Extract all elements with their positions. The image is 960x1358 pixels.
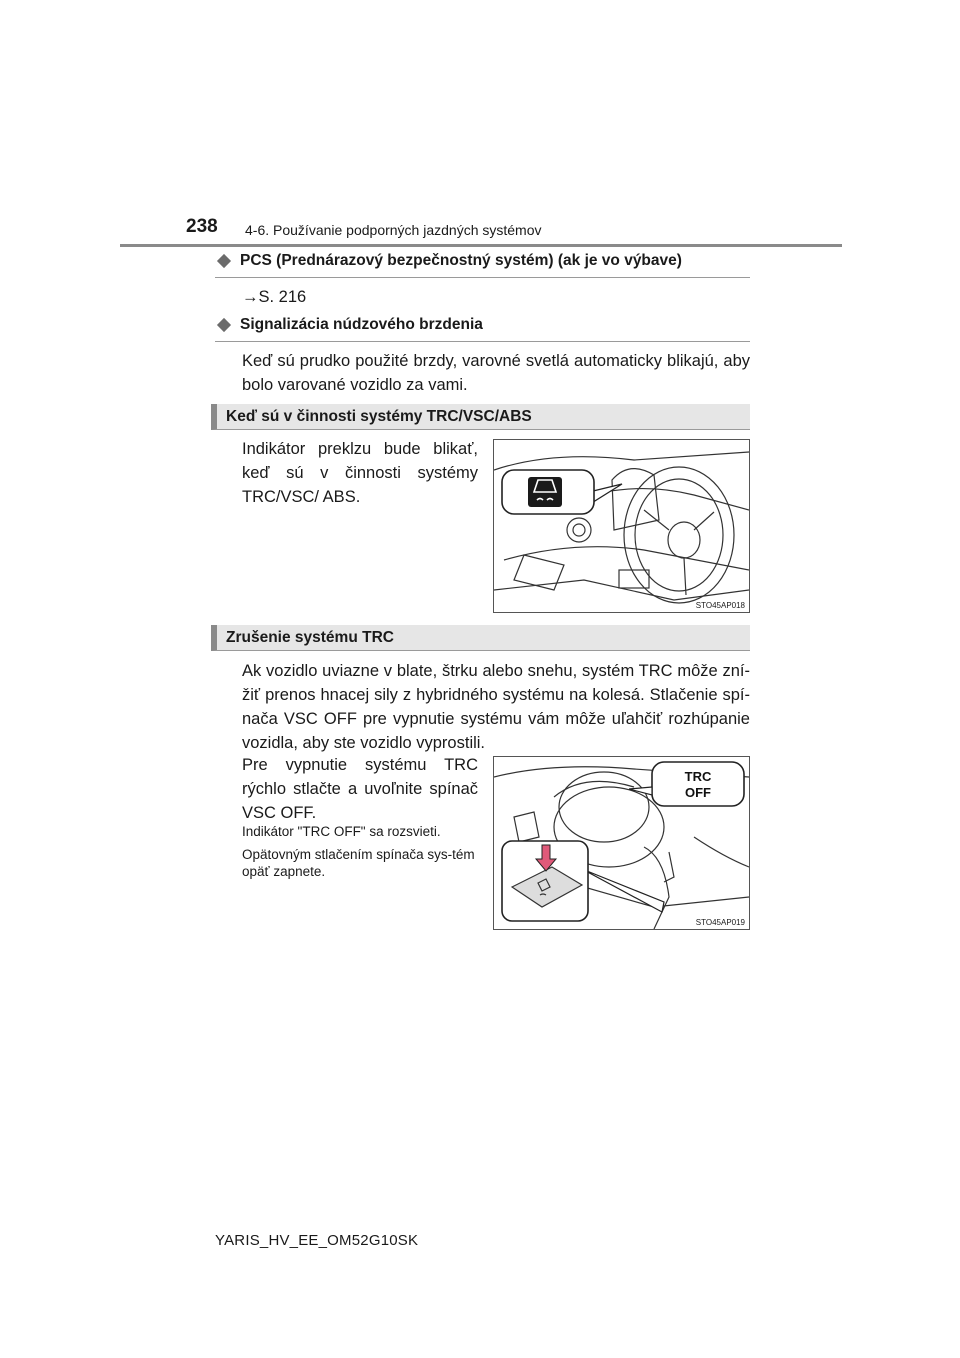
page-number: 238: [186, 216, 218, 237]
trc-off-note-2: Opätovným stlačením spínača sys-tém opäť zapnete.: [242, 847, 475, 879]
trc-off-note-1: Indikátor "TRC OFF" sa rozsvieti.: [242, 824, 441, 839]
figure-code: STO45AP018: [695, 601, 745, 610]
pcs-rule: [215, 277, 750, 278]
trc-active-band: Keď sú v činnosti systémy TRC/VSC/ABS: [211, 404, 750, 430]
section-title: 4-6. Používanie podporných jazdných systémov: [245, 222, 542, 238]
diamond-bullet-icon: [217, 254, 231, 268]
trc-off-band: Zrušenie systému TRC: [211, 625, 750, 651]
header-rule: [120, 244, 842, 247]
trc-callout-line2: OFF: [685, 785, 711, 800]
pcs-heading-text: PCS (Prednárazový bezpečnostný systém) (ak je vo výbave): [240, 252, 682, 269]
trc-callout-line1: TRC: [684, 769, 712, 784]
dashboard-figure: [493, 439, 750, 613]
trc-off-instruction: Pre vypnutie systému TRC rýchlo stlačte a uvoľnite spínač VSC OFF.: [242, 756, 478, 822]
trc-active-text: Indikátor preklzu bude blikať, keď sú v činnosti systémy TRC/VSC/ ABS.: [242, 440, 478, 506]
pcs-heading: [215, 252, 682, 270]
pcs-reference: →S. 216: [242, 288, 307, 306]
switch-figure: [493, 756, 750, 930]
trc-off-paragraph: Ak vozidlo uviazne v blate, štrku alebo snehu, systém TRC môže zní-žiť prenos hnacej sily z hybridného systému na kolesá. Stlačenie spí-nača VSC OFF pre vypnutie systému vám môže uľahčiť rozhúpanie vozidla, aby ste vozidlo vyprostili.: [242, 662, 750, 752]
ebs-rule: [215, 341, 750, 342]
diamond-bullet-icon: [217, 318, 231, 332]
ebs-heading-text: Signalizácia núdzového brzdenia: [240, 316, 483, 333]
manual-code: YARIS_HV_EE_OM52G10SK: [215, 1232, 419, 1249]
ebs-text: Keď sú prudko použité brzdy, varovné svetlá automaticky blikajú, aby bolo varované vozidlo za vami.: [242, 352, 750, 394]
dashboard-illustration: [494, 440, 749, 612]
switch-illustration: [494, 757, 749, 929]
ebs-heading: [215, 316, 483, 334]
figure-code: STO45AP019: [695, 918, 745, 927]
